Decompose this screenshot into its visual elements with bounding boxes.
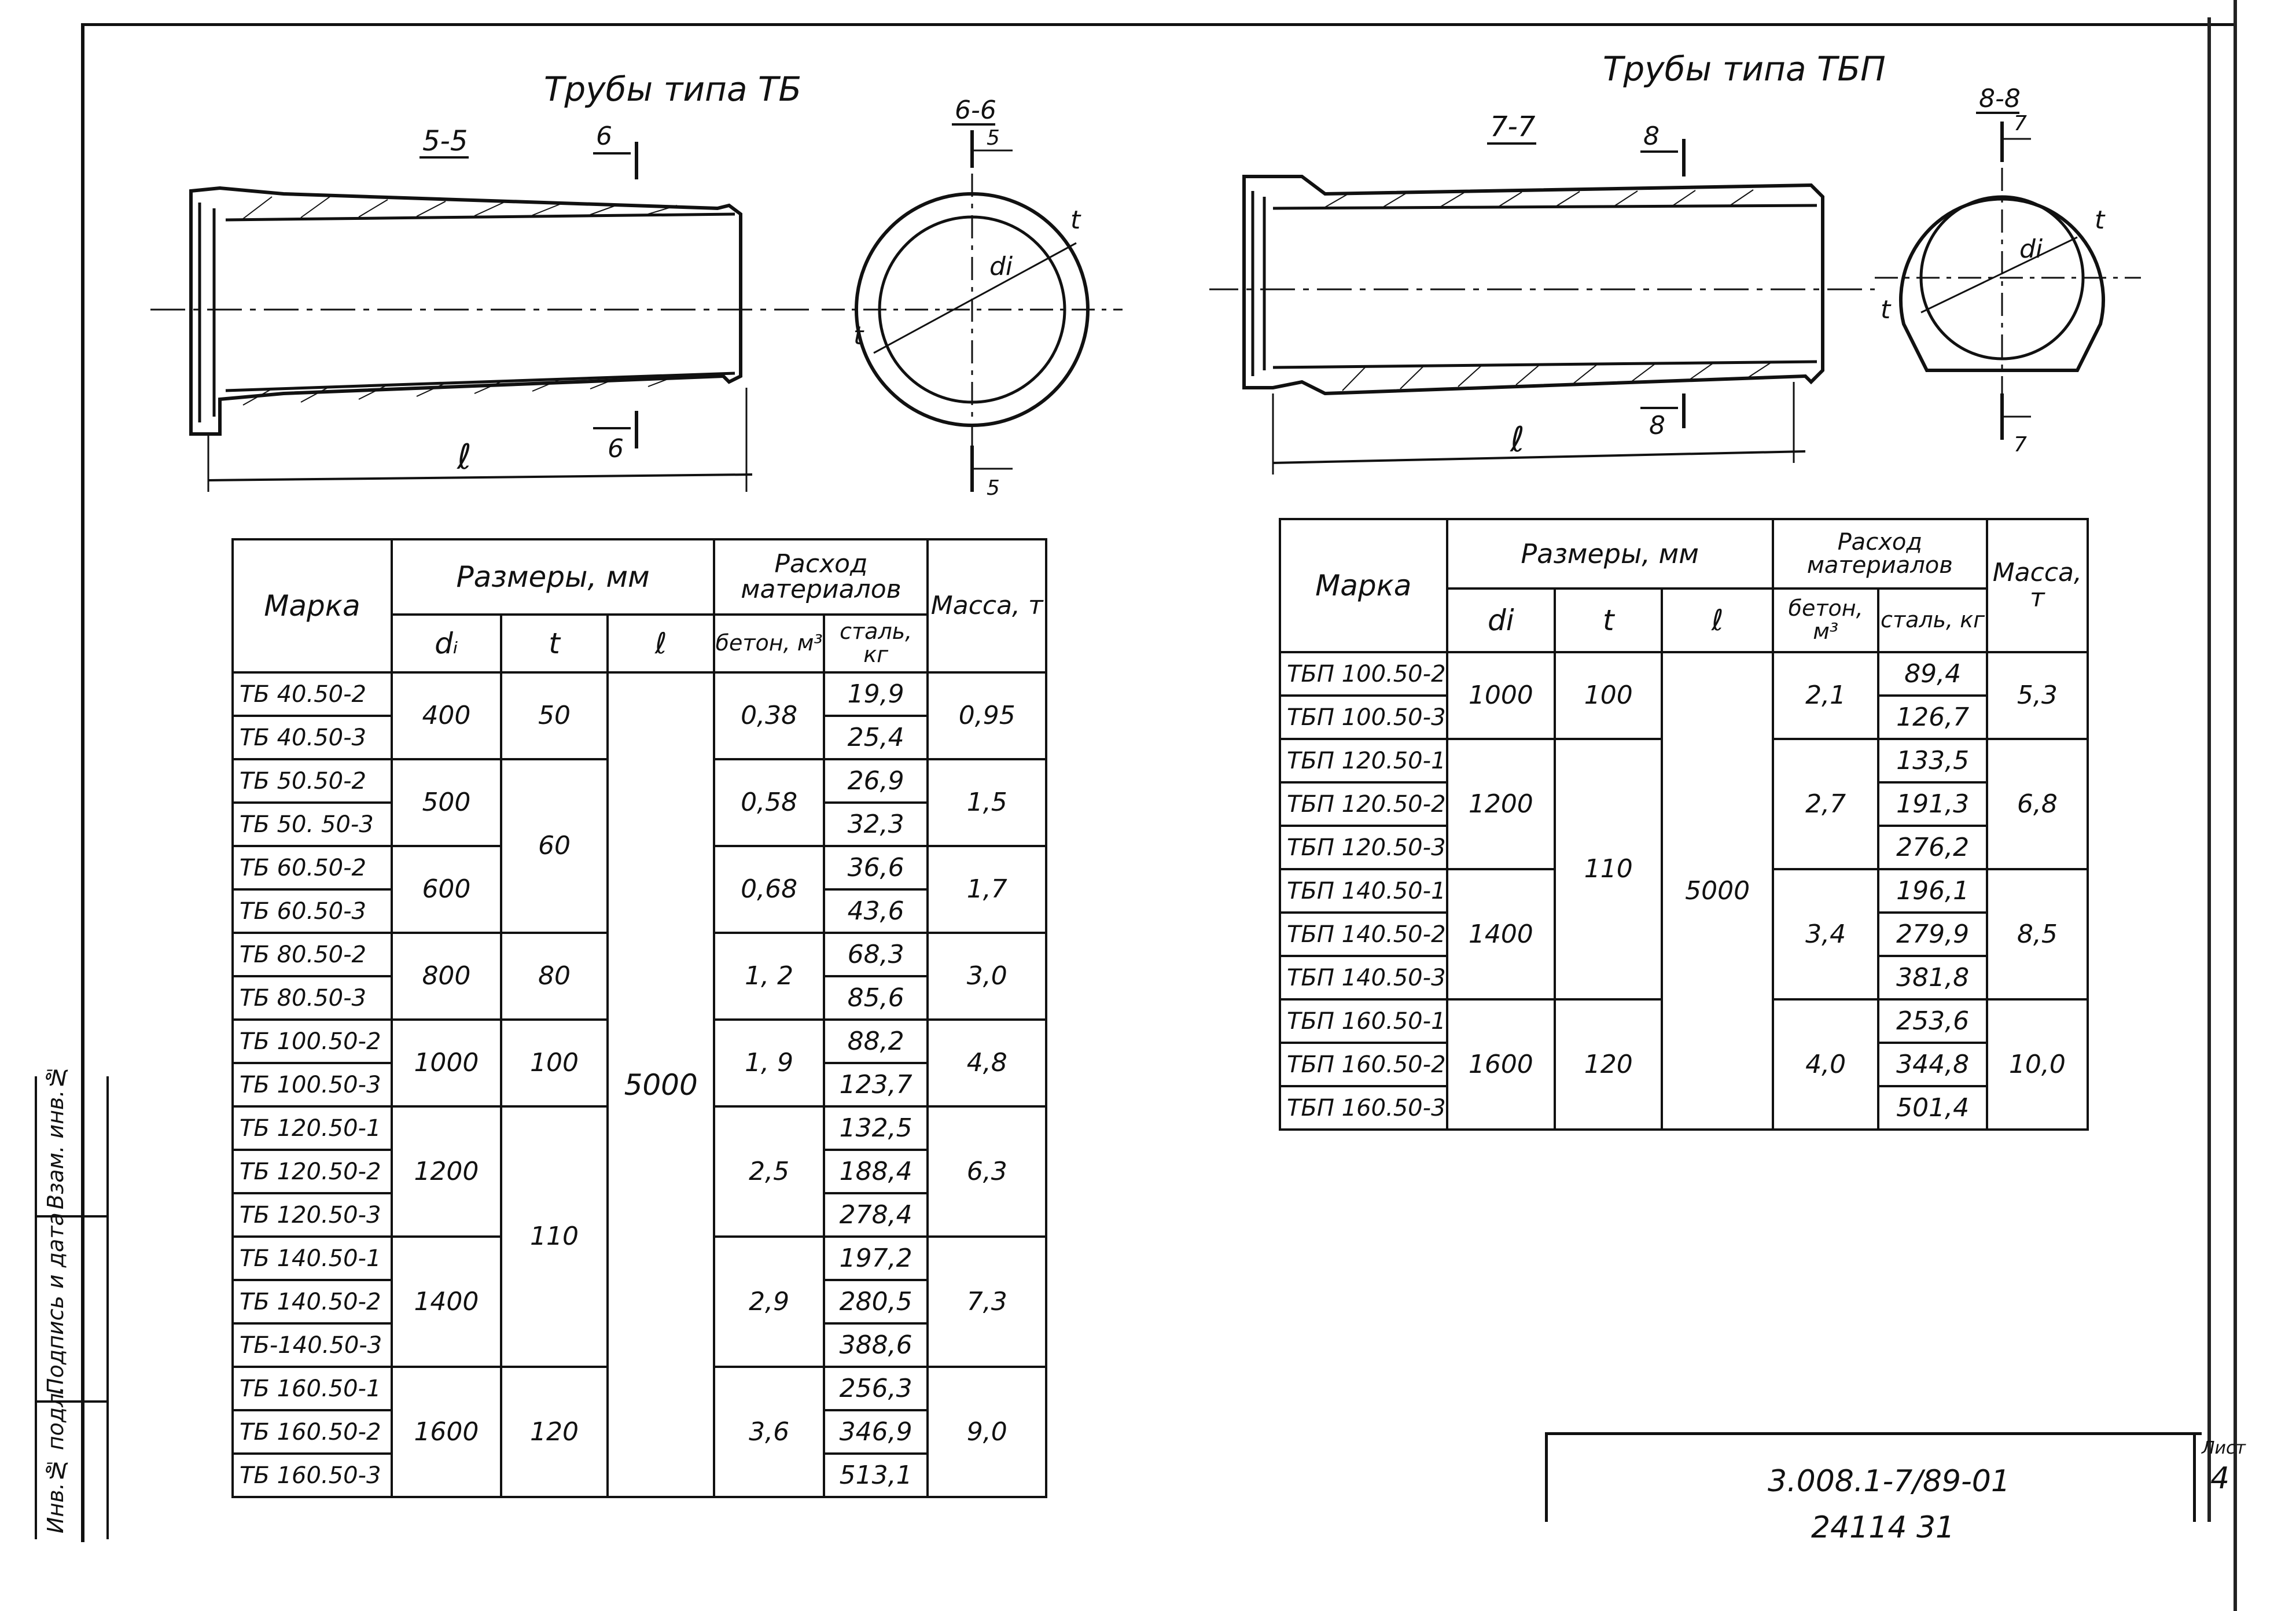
table-row-mark: ТБ 160.50-2 <box>233 1410 392 1454</box>
concrete-cell: 3,4 <box>1773 869 1879 999</box>
steel-cell: 32,3 <box>824 803 928 846</box>
di-cell: 1200 <box>1447 739 1555 869</box>
tb-header-sizes: Размеры, мм <box>392 539 715 615</box>
mass-cell: 7,3 <box>928 1237 1046 1367</box>
table-row-mark: ТБ 160.50-3 <box>233 1454 392 1497</box>
steel-cell: 89,4 <box>1878 652 1986 696</box>
table-row-mark: ТБП 160.50-3 <box>1280 1086 1447 1130</box>
mass-cell: 1,7 <box>928 846 1046 933</box>
sheet-label: Лист <box>2202 1438 2246 1458</box>
table-row-mark: ТБ 120.50-1 <box>233 1106 392 1150</box>
tbp-header-sizes: Размеры, мм <box>1447 519 1773 589</box>
steel-cell: 19,9 <box>824 672 928 716</box>
sidebar-replace: Взам. инв.№ <box>43 1064 68 1209</box>
di-cell: 1200 <box>392 1106 501 1237</box>
tb-header-mark: Марка <box>233 539 392 672</box>
concrete-cell: 2,7 <box>1773 739 1879 869</box>
di-cell: 1400 <box>1447 869 1555 999</box>
right-border-inner <box>2207 17 2211 1522</box>
table-row-mark: ТБ 40.50-3 <box>233 716 392 759</box>
table-row-mark: ТБ 80.50-3 <box>233 976 392 1020</box>
di-cell: 1000 <box>1447 652 1555 739</box>
doc-code: 3.008.1-7/89-01 <box>1768 1464 2010 1499</box>
tbp-t-label-2: t <box>1881 295 1891 325</box>
di-cell: 500 <box>392 759 501 846</box>
concrete-cell: 2,1 <box>1773 652 1879 739</box>
tbp-header-steel: сталь, кг <box>1878 589 1986 652</box>
tb-title: Трубы типа ТБ <box>544 69 802 109</box>
table-row-mark: ТБ 140.50-2 <box>233 1280 392 1323</box>
steel-cell: 188,4 <box>824 1150 928 1193</box>
table-row-mark: ТБ 140.50-1 <box>233 1237 392 1280</box>
tb-header-consumption: Расход материалов <box>714 539 928 615</box>
mass-cell: 0,95 <box>928 672 1046 759</box>
tbp-cross-cut-top: 7 <box>2014 112 2027 135</box>
table-row-mark: ТБП 140.50-3 <box>1280 956 1447 999</box>
di-cell: 400 <box>392 672 501 759</box>
concrete-cell: 2,9 <box>714 1237 823 1367</box>
steel-cell: 191,3 <box>1878 782 1986 826</box>
table-row-mark: ТБП 160.50-1 <box>1280 999 1447 1043</box>
table-row-mark: ТБ 40.50-2 <box>233 672 392 716</box>
t-cell: 100 <box>501 1020 608 1106</box>
tb-header-steel: сталь, кг <box>824 615 928 672</box>
tb-di-label: di <box>989 252 1013 281</box>
mass-cell: 3,0 <box>928 933 1046 1020</box>
steel-cell: 280,5 <box>824 1280 928 1323</box>
tb-cross-cut-bottom: 5 <box>987 476 1000 500</box>
tbp-header-t: t <box>1555 589 1662 652</box>
steel-cell: 133,5 <box>1878 739 1986 782</box>
concrete-cell: 0,58 <box>714 759 823 846</box>
concrete-cell: 2,5 <box>714 1106 823 1237</box>
tb-section-cross-label: 6-6 <box>955 95 996 125</box>
steel-cell: 279,9 <box>1878 913 1986 956</box>
length-cell: 5000 <box>1662 652 1772 1130</box>
steel-cell: 123,7 <box>824 1063 928 1106</box>
concrete-cell: 4,0 <box>1773 999 1879 1130</box>
table-row-mark: ТБ 60.50-2 <box>233 846 392 889</box>
table-row-mark: ТБ-140.50-3 <box>233 1323 392 1367</box>
t-cell: 120 <box>501 1367 608 1497</box>
mass-cell: 5,3 <box>1987 652 2088 739</box>
mass-cell: 9,0 <box>928 1367 1046 1497</box>
length-cell: 5000 <box>608 672 714 1497</box>
table-row-mark: ТБ 60.50-3 <box>233 889 392 933</box>
di-cell: 1000 <box>392 1020 501 1106</box>
tb-cross-cut-top: 5 <box>987 126 1000 150</box>
table-row-mark: ТБ 120.50-3 <box>233 1193 392 1237</box>
table-row-mark: ТБП 160.50-2 <box>1280 1043 1447 1086</box>
steel-cell: 346,9 <box>824 1410 928 1454</box>
tbp-t-label-1: t <box>2095 205 2105 235</box>
tbp-header-mass: Масса, т <box>1987 519 2088 652</box>
tbp-header-l: ℓ <box>1662 589 1772 652</box>
left-sidebar <box>35 1064 109 1539</box>
tb-header-l: ℓ <box>608 615 714 672</box>
steel-cell: 132,5 <box>824 1106 928 1150</box>
steel-cell: 256,3 <box>824 1367 928 1410</box>
tb-header-mass: Масса, т <box>928 539 1046 672</box>
tbp-length-label: ℓ <box>1510 420 1525 460</box>
table-row-mark: ТБП 120.50-2 <box>1280 782 1447 826</box>
concrete-cell: 0,38 <box>714 672 823 759</box>
table-row-mark: ТБ 100.50-2 <box>233 1020 392 1063</box>
tb-length-label: ℓ <box>457 437 472 477</box>
tbp-section-cross-label: 8-8 <box>1979 84 2021 113</box>
steel-cell: 381,8 <box>1878 956 1986 999</box>
concrete-cell: 3,6 <box>714 1367 823 1497</box>
mass-cell: 6,3 <box>928 1106 1046 1237</box>
mass-cell: 8,5 <box>1987 869 2088 999</box>
steel-cell: 43,6 <box>824 889 928 933</box>
right-border <box>2234 0 2237 1611</box>
steel-cell: 253,6 <box>1878 999 1986 1043</box>
mass-cell: 1,5 <box>928 759 1046 846</box>
sheet-cell <box>2193 1435 2248 1522</box>
tb-cut-bottom-label: 6 <box>608 434 624 464</box>
mass-cell: 4,8 <box>928 1020 1046 1106</box>
t-cell: 60 <box>501 759 608 933</box>
mass-cell: 6,8 <box>1987 739 2088 869</box>
sidebar-inv: Инв.№ подл. <box>43 1386 68 1533</box>
tbp-header-concrete: бетон, м³ <box>1773 589 1879 652</box>
di-cell: 1600 <box>1447 999 1555 1130</box>
tbp-cut-bottom-label: 8 <box>1649 411 1665 440</box>
steel-cell: 68,3 <box>824 933 928 976</box>
table-row-mark: ТБ 80.50-2 <box>233 933 392 976</box>
title-block <box>1545 1432 2246 1522</box>
concrete-cell: 1, 2 <box>714 933 823 1020</box>
tbp-cross-cut-bottom: 7 <box>2014 433 2027 457</box>
steel-cell: 501,4 <box>1878 1086 1986 1130</box>
steel-cell: 276,2 <box>1878 826 1986 869</box>
table-row-mark: ТБП 100.50-2 <box>1280 652 1447 696</box>
table-row-mark: ТБ 120.50-2 <box>233 1150 392 1193</box>
table-row-mark: ТБП 140.50-1 <box>1280 869 1447 913</box>
tbp-title: Трубы типа ТБП <box>1603 49 1886 89</box>
table-row-mark: ТБ 160.50-1 <box>233 1367 392 1410</box>
steel-cell: 85,6 <box>824 976 928 1020</box>
tbp-header-consumption: Расход материалов <box>1773 519 1987 589</box>
tbp-table <box>1279 518 2089 1131</box>
tb-header-concrete: бетон, м³ <box>714 615 823 672</box>
tb-header-di: dᵢ <box>392 615 501 672</box>
table-row-mark: ТБП 120.50-3 <box>1280 826 1447 869</box>
steel-cell: 26,9 <box>824 759 928 803</box>
steel-cell: 36,6 <box>824 846 928 889</box>
di-cell: 800 <box>392 933 501 1020</box>
tb-section-long-label: 5-5 <box>422 125 468 157</box>
tbp-di-label: di <box>2019 234 2043 264</box>
table-row-mark: ТБ 50.50-2 <box>233 759 392 803</box>
sheet-number: 4 <box>2210 1461 2230 1496</box>
table-row-mark: ТБП 100.50-3 <box>1280 696 1447 739</box>
t-cell: 80 <box>501 933 608 1020</box>
tb-cut-top-label: 6 <box>596 122 612 151</box>
table-row-mark: ТБП 120.50-1 <box>1280 739 1447 782</box>
tbp-header-di: di <box>1447 589 1555 652</box>
steel-cell: 88,2 <box>824 1020 928 1063</box>
bottom-code: 24114 31 <box>1811 1510 1955 1545</box>
di-cell: 1400 <box>392 1237 501 1367</box>
steel-cell: 344,8 <box>1878 1043 1986 1086</box>
steel-cell: 513,1 <box>824 1454 928 1497</box>
steel-cell: 278,4 <box>824 1193 928 1237</box>
table-row-mark: ТБ 100.50-3 <box>233 1063 392 1106</box>
concrete-cell: 1, 9 <box>714 1020 823 1106</box>
steel-cell: 197,2 <box>824 1237 928 1280</box>
tbp-header-mark: Марка <box>1280 519 1447 652</box>
tb-t-label-2: t <box>853 321 864 351</box>
table-row-mark: ТБ 50. 50-3 <box>233 803 392 846</box>
steel-cell: 388,6 <box>824 1323 928 1367</box>
di-cell: 600 <box>392 846 501 933</box>
t-cell: 50 <box>501 672 608 759</box>
steel-cell: 126,7 <box>1878 696 1986 739</box>
t-cell: 120 <box>1555 999 1662 1130</box>
tb-drawing <box>139 87 1123 503</box>
mass-cell: 10,0 <box>1987 999 2088 1130</box>
t-cell: 110 <box>1555 739 1662 999</box>
steel-cell: 25,4 <box>824 716 928 759</box>
t-cell: 100 <box>1555 652 1662 739</box>
tb-header-t: t <box>501 615 608 672</box>
tbp-drawing <box>1209 81 2193 486</box>
concrete-cell: 0,68 <box>714 846 823 933</box>
t-cell: 110 <box>501 1106 608 1367</box>
tbp-cut-top-label: 8 <box>1643 122 1660 151</box>
di-cell: 1600 <box>392 1367 501 1497</box>
steel-cell: 196,1 <box>1878 869 1986 913</box>
sidebar-sign: Подпись и дата <box>43 1212 68 1395</box>
table-row-mark: ТБП 140.50-2 <box>1280 913 1447 956</box>
tb-t-label-1: t <box>1070 205 1081 235</box>
tbp-section-long-label: 7-7 <box>1490 111 1536 143</box>
tb-table <box>231 538 1047 1498</box>
